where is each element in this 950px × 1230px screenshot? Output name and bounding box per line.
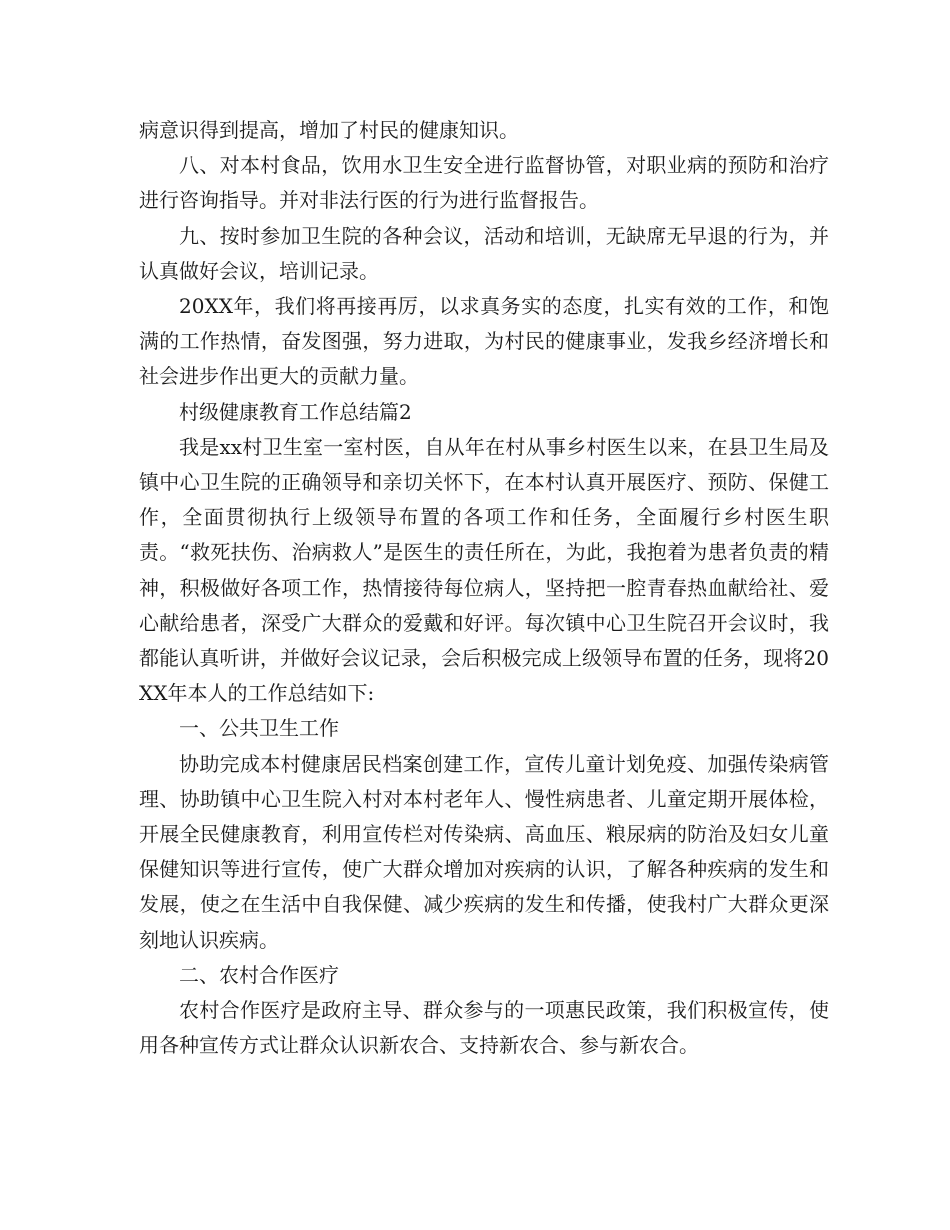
paragraph-introduction: 我是xx村卫生室一室村医，自从年在村从事乡村医生以来，在县卫生局及镇中心卫生院的正确领导和亲切关怀下，在本村认真开展医疗、预防、保健工作，全面贯彻执行上级领导布置的各项工作和任务，全面履行乡村医生职责。“救死扶伤、治病救人”是医生的责任所在，为此，我抱着为患者负责的精神，积极做好各项工作，热情接待每位病人，坚持把一腔青春热血献给社、爱心献给患者，深受广大群众的爱戴和好评。每次镇中心卫生院召开会议时，我都能认真听讲，并做好会议记录，会后积极完成上级领导布置的任务，现将20XX年本人的工作总结如下:	[139, 434, 829, 706]
paragraph-outlook: 20XX年，我们将再接再厉，以求真务实的态度，扎实有效的工作，和饱满的工作热情，奋发图强，努力进取，为村民的健康事业，发我乡经济增长和社会进步作出更大的贡献力量。	[139, 294, 829, 389]
paragraph-item-8: 八、对本村食品，饮用水卫生安全进行监督协管，对职业病的预防和治疗进行咨询指导。并对非法行医的行为进行监督报告。	[139, 153, 829, 213]
paragraph-continuation: 病意识得到提高，增加了村民的健康知识。	[139, 118, 519, 142]
section-heading-summary-2: 村级健康教育工作总结篇2	[179, 399, 412, 424]
paragraph-public-health: 协助完成本村健康居民档案创建工作，宣传儿童计划免疫、加强传染病管理、协助镇中心卫生院入村对本村老年人、慢性病患者、儿童定期开展体检，开展全民健康教育，利用宣传栏对传染病、高血压、粮尿病的防治及妇女儿童保健知识等进行宣传，使广大群众增加对疾病的认识，了解各种疾病的发生和发展，使之在生活中自我保健、减少疾病的发生和传播，使我村广大群众更深刻地认识疾病。	[139, 751, 829, 952]
document-body	[139, 113, 829, 1063]
paragraph-cooperative-medical: 农村合作医疗是政府主导、群众参与的一项惠民政策，我们积极宣传，使用各种宣传方式让群众认识新农合、支持新农合、参与新农合。	[139, 998, 829, 1058]
paragraph-item-9: 九、按时参加卫生院的各种会议，活动和培训，无缺席无早退的行为，并认真做好会议，培训记录。	[139, 223, 829, 283]
section-heading-public-health: 一、公共卫生工作	[179, 716, 339, 741]
section-heading-cooperative-medical: 二、农村合作医疗	[179, 962, 339, 987]
